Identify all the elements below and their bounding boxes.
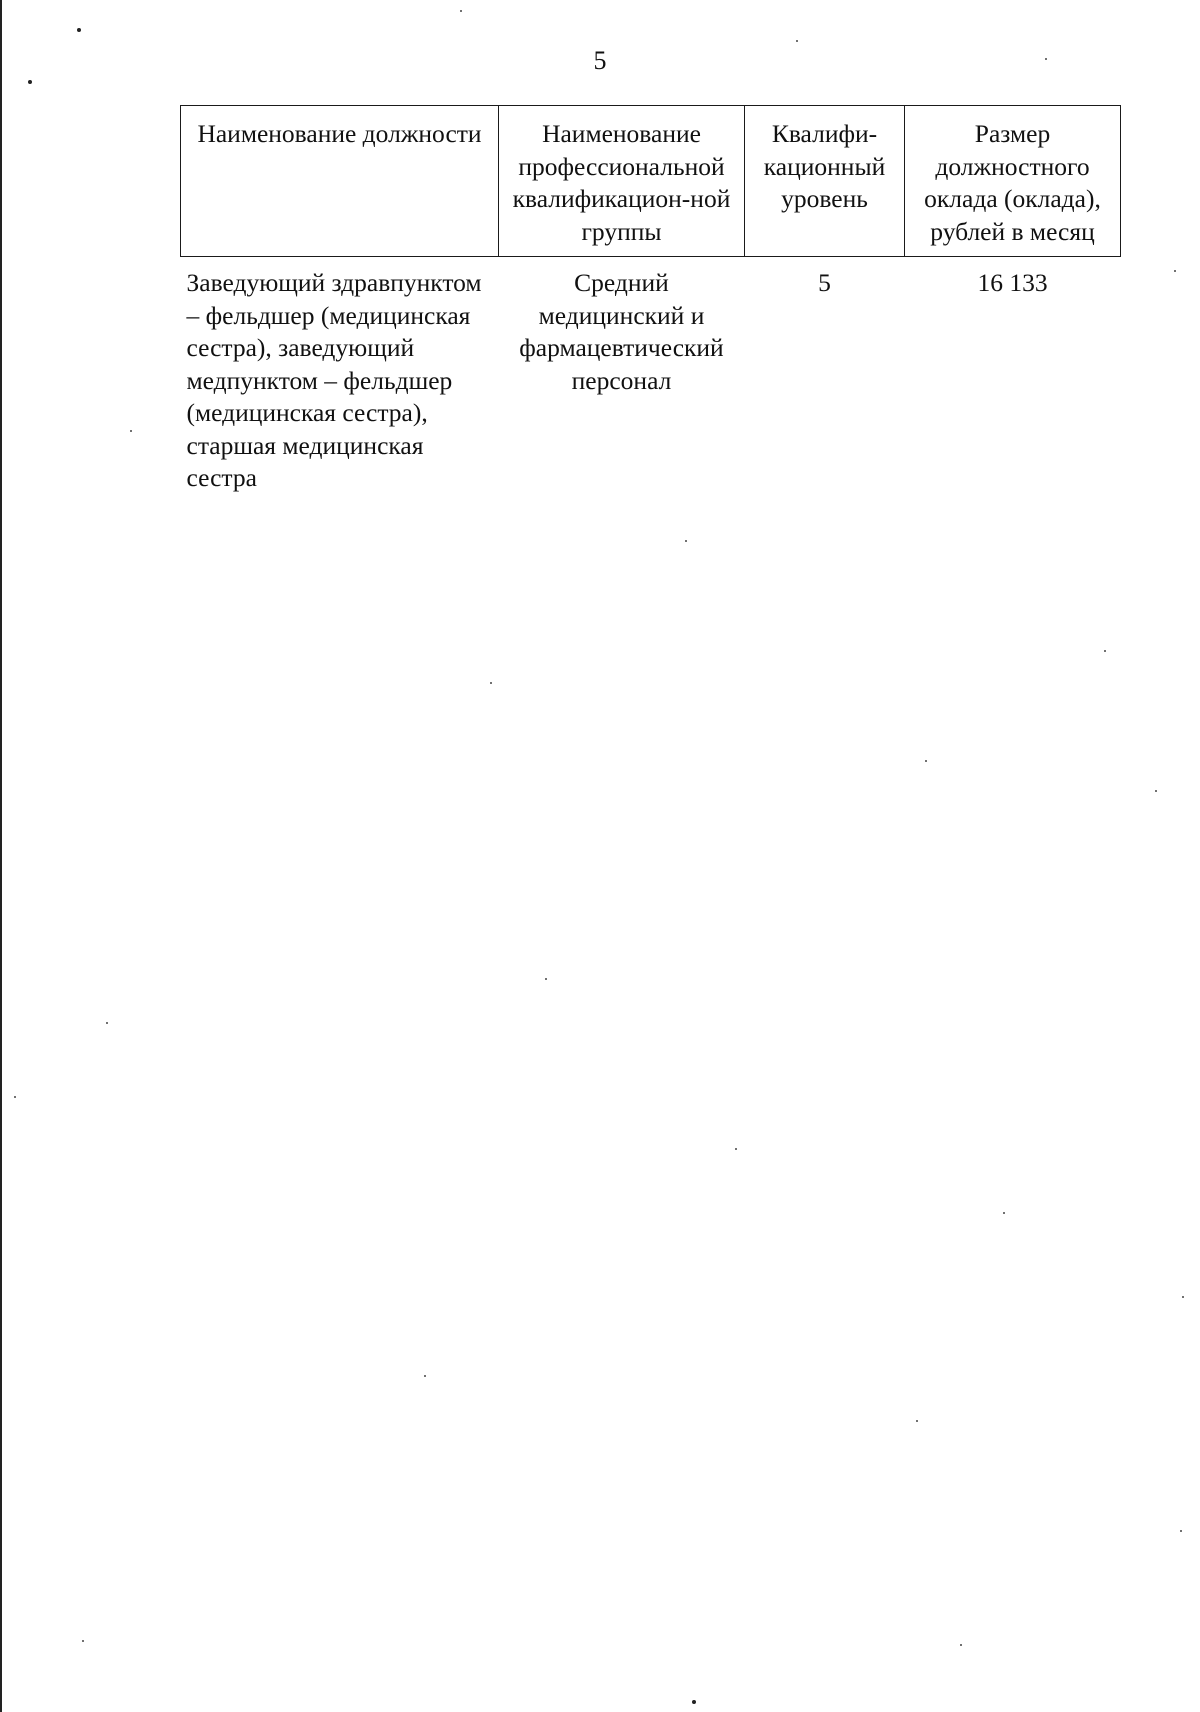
- scan-speck: [490, 682, 492, 684]
- scan-left-edge: [0, 0, 2, 1712]
- scan-speck: [82, 1640, 84, 1642]
- salary-table: [180, 105, 1121, 495]
- scan-speck: [692, 1700, 696, 1704]
- scan-speck: [460, 10, 462, 12]
- scan-speck: [916, 1420, 918, 1422]
- scan-speck: [106, 1022, 108, 1024]
- scan-speck: [1174, 270, 1176, 272]
- cell-level: 5: [818, 268, 831, 297]
- scan-speck: [1155, 790, 1157, 792]
- scan-speck: [545, 978, 547, 980]
- cell-position: Заведующий здравпунктом – фельдшер (медицинская сестра), заведующий медпунктом – фельдшер (медицинская сестра), старшая медицинская сестра: [186, 268, 482, 492]
- header-qualification-level: Квалифи-кационный уровень: [745, 106, 905, 257]
- page-number: 5: [593, 46, 607, 75]
- scan-speck: [735, 1148, 737, 1150]
- scan-speck: [28, 80, 32, 84]
- table-body: [181, 257, 1121, 495]
- cell-salary: 16 133: [977, 268, 1048, 297]
- scan-speck: [1182, 1296, 1184, 1298]
- header-qualification-group: Наименование профессиональной квалификацион-ной группы: [499, 106, 745, 257]
- scan-speck: [925, 760, 927, 762]
- header-position-name: Наименование должности: [181, 106, 499, 257]
- scan-speck: [1180, 1530, 1182, 1532]
- table-row: [181, 257, 1121, 495]
- header-salary-amount: Размер должностного оклада (оклада), рублей в месяц: [905, 106, 1121, 257]
- scan-speck: [685, 540, 687, 542]
- cell-group: Средний медицинский и фармацевтический персонал: [519, 268, 724, 395]
- scan-speck: [960, 1644, 962, 1646]
- scan-speck: [1104, 650, 1106, 652]
- scan-speck: [1003, 1212, 1005, 1214]
- scan-speck: [77, 28, 81, 32]
- scan-speck: [796, 40, 798, 42]
- scan-speck: [14, 1096, 16, 1098]
- header-row: [181, 106, 1121, 257]
- scan-speck: [424, 1375, 426, 1377]
- scan-speck: [1045, 58, 1047, 60]
- table-header: [181, 106, 1121, 257]
- scan-speck: [130, 430, 132, 432]
